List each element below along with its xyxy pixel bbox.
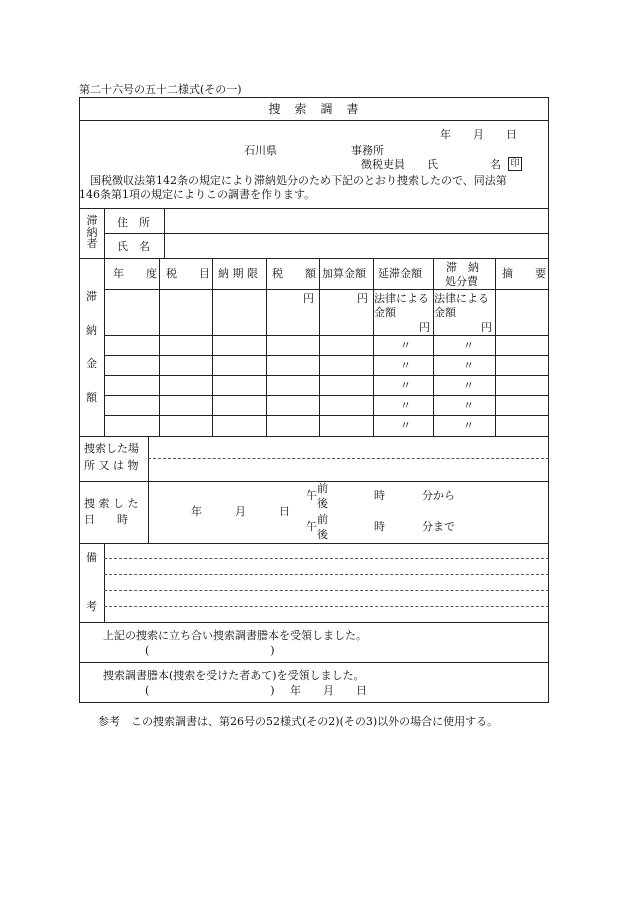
am-mark: 前	[317, 482, 328, 495]
hour-label: 時	[374, 489, 385, 502]
ditto-mark: 〃	[400, 419, 411, 432]
witness-paren: ( )	[145, 644, 275, 657]
copy-receipt-date: 年 月 日	[290, 684, 367, 697]
noon-mark: 午	[306, 489, 317, 502]
to-label: 分まで	[422, 520, 455, 533]
ditto-mark: 〃	[400, 399, 411, 412]
col-delay: 延滞金額	[378, 267, 422, 280]
legal-text-2: 金額	[374, 306, 396, 319]
search-time-label-1: 捜 索 し た	[84, 497, 139, 510]
search-place-label-2: 所 又 は 物	[84, 459, 139, 472]
ditto-mark: 〃	[400, 379, 411, 392]
col-year: 年 度	[113, 267, 157, 280]
col-processing-1: 滞 納	[446, 261, 479, 274]
header-officer: 徴税吏員 氏	[361, 158, 438, 171]
header-prefecture: 石川県	[244, 144, 277, 157]
ditto-mark: 〃	[400, 359, 411, 372]
header-name-label: 名	[490, 158, 501, 171]
header-office: 事務所	[351, 144, 384, 157]
header-date: 年 月 日	[440, 128, 517, 141]
col-summary: 摘 要	[502, 267, 546, 280]
statement-line-1: 国税徴収法第142条の規定により滞納処分のため下記のとおり捜索したので、同法第	[90, 174, 507, 187]
amount-label-char: 額	[86, 391, 97, 404]
form-title: 捜 索 調 書	[268, 102, 360, 116]
name-label: 氏 名	[117, 240, 150, 253]
statement-line-2: 146条第1項の規定によりこの調書を作ります。	[79, 188, 316, 201]
address-label: 住 所	[117, 216, 150, 229]
delinquent-label-char: 者	[86, 237, 98, 251]
ditto-mark: 〃	[463, 339, 474, 352]
col-additional: 加算金額	[322, 267, 366, 280]
ditto-mark: 〃	[463, 419, 474, 432]
col-tax-amount: 税 額	[272, 267, 316, 280]
unit-yen: 円	[303, 292, 314, 305]
noon-mark: 午	[306, 520, 317, 533]
pm-mark: 後	[317, 528, 328, 541]
ditto-mark: 〃	[463, 379, 474, 392]
delinquent-group-label	[82, 215, 102, 250]
legal-text-1: 法律による	[434, 292, 489, 305]
form-number: 第二十六号の五十二様式(その一)	[79, 83, 242, 96]
usage-note: 参考 この捜索調書は、第26号の52様式(その2)(その3)以外の場合に使用する。	[98, 715, 499, 728]
unit-yen: 円	[419, 321, 430, 334]
seal-mark: 印	[508, 157, 522, 171]
from-label: 分から	[422, 489, 455, 502]
search-place-label-1: 捜索した場	[84, 442, 139, 455]
am-mark: 前	[317, 513, 328, 526]
delinquent-label-char: 滞	[86, 214, 98, 227]
witness-text: 上記の捜索に立ち合い捜索調書謄本を受領しました。	[103, 629, 367, 642]
hour-label: 時	[374, 520, 385, 533]
copy-receipt-text: 捜索調書謄本(捜索を受けた者あて)を受領しました。	[103, 669, 365, 682]
search-time-label-2: 日 時	[84, 513, 128, 526]
amount-label-char: 金	[86, 357, 97, 370]
search-date: 年 月 日	[191, 505, 290, 518]
remarks-label-top: 備	[86, 551, 97, 564]
unit-yen: 円	[481, 321, 492, 334]
pm-mark: 後	[317, 497, 328, 510]
col-due-date: 納 期 限	[218, 267, 258, 280]
ditto-mark: 〃	[400, 339, 411, 352]
unit-yen: 円	[357, 292, 368, 305]
amount-label-char: 滞	[86, 290, 97, 303]
legal-text-2: 金額	[434, 306, 456, 319]
ditto-mark: 〃	[463, 359, 474, 372]
amount-label-char: 納	[86, 324, 97, 337]
ditto-mark: 〃	[463, 399, 474, 412]
remarks-label-bottom: 考	[86, 600, 97, 613]
delinquent-label-char: 納	[86, 225, 98, 239]
copy-receipt-paren: ( )	[145, 684, 275, 697]
legal-text-1: 法律による	[374, 292, 429, 305]
col-tax-item: 税 目	[166, 267, 210, 280]
col-processing-2: 処分費	[445, 275, 478, 288]
